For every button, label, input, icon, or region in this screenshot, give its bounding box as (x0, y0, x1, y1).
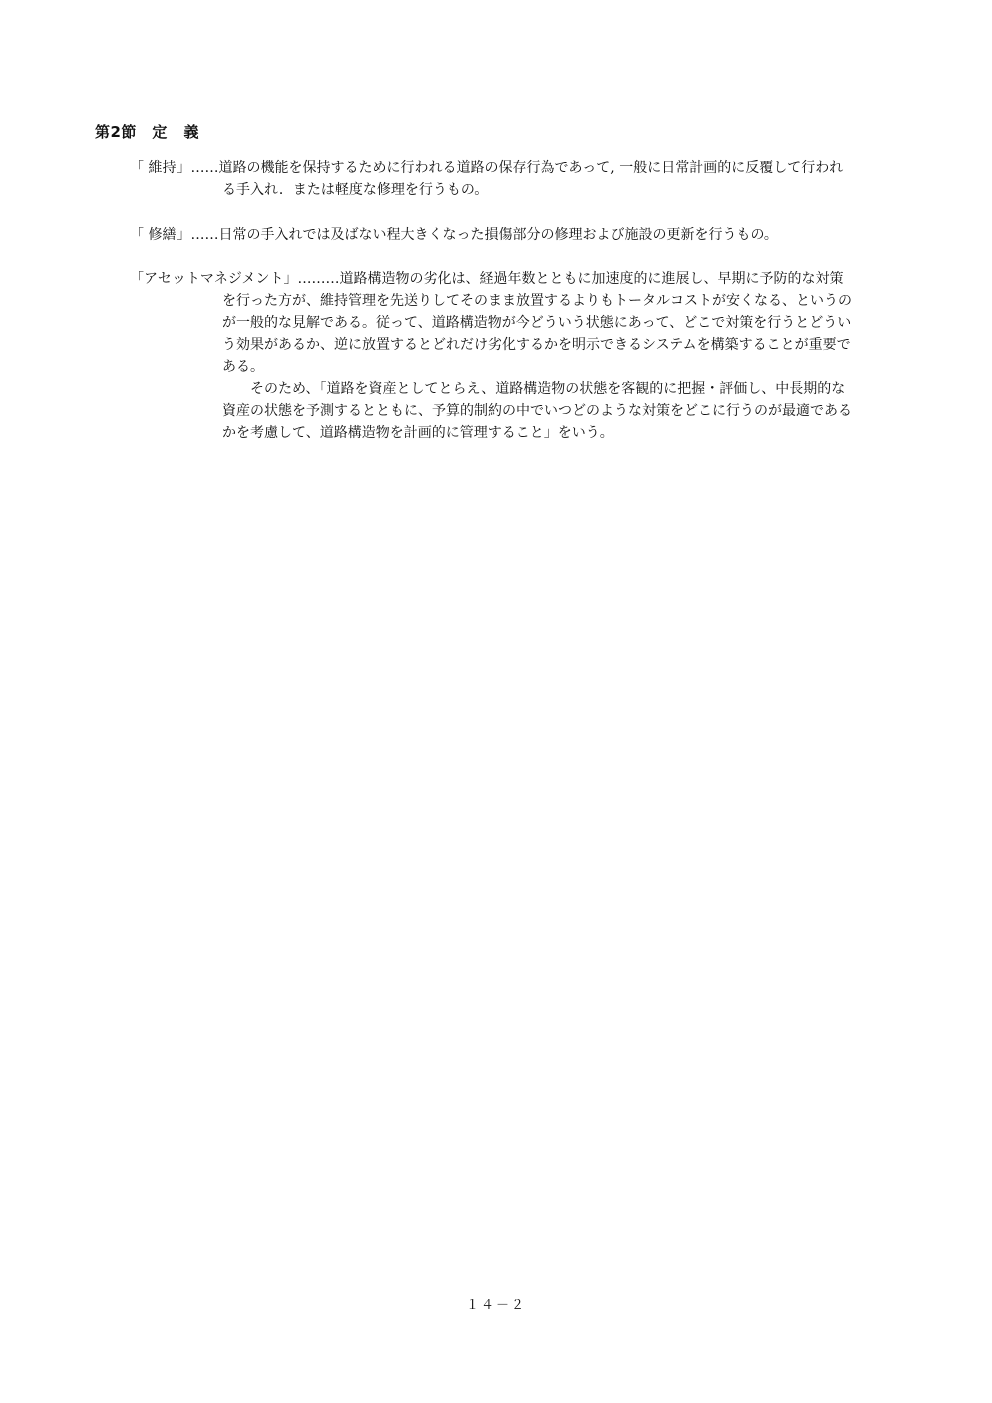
definition-term: 「アセットマネジメント」 (130, 271, 298, 287)
definition-shuzen (130, 224, 894, 246)
definition-first-line (130, 157, 894, 179)
definition-text-line: かを考慮して、道路構造物を計画的に管理すること」をいう。 (222, 425, 614, 441)
definition-text-line: う効果があるか、逆に放置するとどれだけ劣化するかを明示できるシステムを構築することが重要で (222, 337, 851, 353)
definition-text-line: ……日常の手入れでは及ばない程大きくなった損傷部分の修理および施設の更新を行うもの。 (190, 227, 778, 243)
definition-first-line (130, 268, 894, 290)
definition-text-line: を行った方が、維持管理を先送りしてそのまま放置するよりもトータルコストが安くなる、というの (222, 293, 852, 309)
definition-text-line: る手入れ．または軽度な修理を行うもの。 (222, 182, 489, 198)
definition-paragraph-start (130, 378, 894, 400)
definition-iji (130, 157, 894, 201)
page-number: １４－２ (465, 1298, 526, 1313)
definition-text-line: 資産の状態を予測するとともに、予算的制約の中でいつどのような対策をどこに行うのが最適である (222, 403, 852, 419)
definition-term: 「 維持」 (130, 160, 191, 176)
definition-text-line: が一般的な見解である。従って、道路構造物が今どういう状態にあって、どこで対策を行うとどうい (222, 315, 852, 331)
definition-asset-management (130, 268, 894, 444)
section-title: 第2節 定 義 (95, 123, 199, 141)
definition-first-line (130, 224, 894, 246)
definition-text-line: ………道路構造物の劣化は、経過年数とともに加速度的に進展し、早期に予防的な対策 (297, 271, 844, 287)
definition-term: 「 修繕」 (130, 227, 191, 243)
definition-text-line: ある。 (222, 359, 264, 375)
definition-text-line: ……道路の機能を保持するために行われる道路の保存行為であって, 一般に日常計画的に反覆して行われ (190, 160, 844, 176)
definition-text-line: そのため、「道路を資産としてとらえ、道路構造物の状態を客観的に把握・評価し、中長期的な (250, 381, 846, 397)
